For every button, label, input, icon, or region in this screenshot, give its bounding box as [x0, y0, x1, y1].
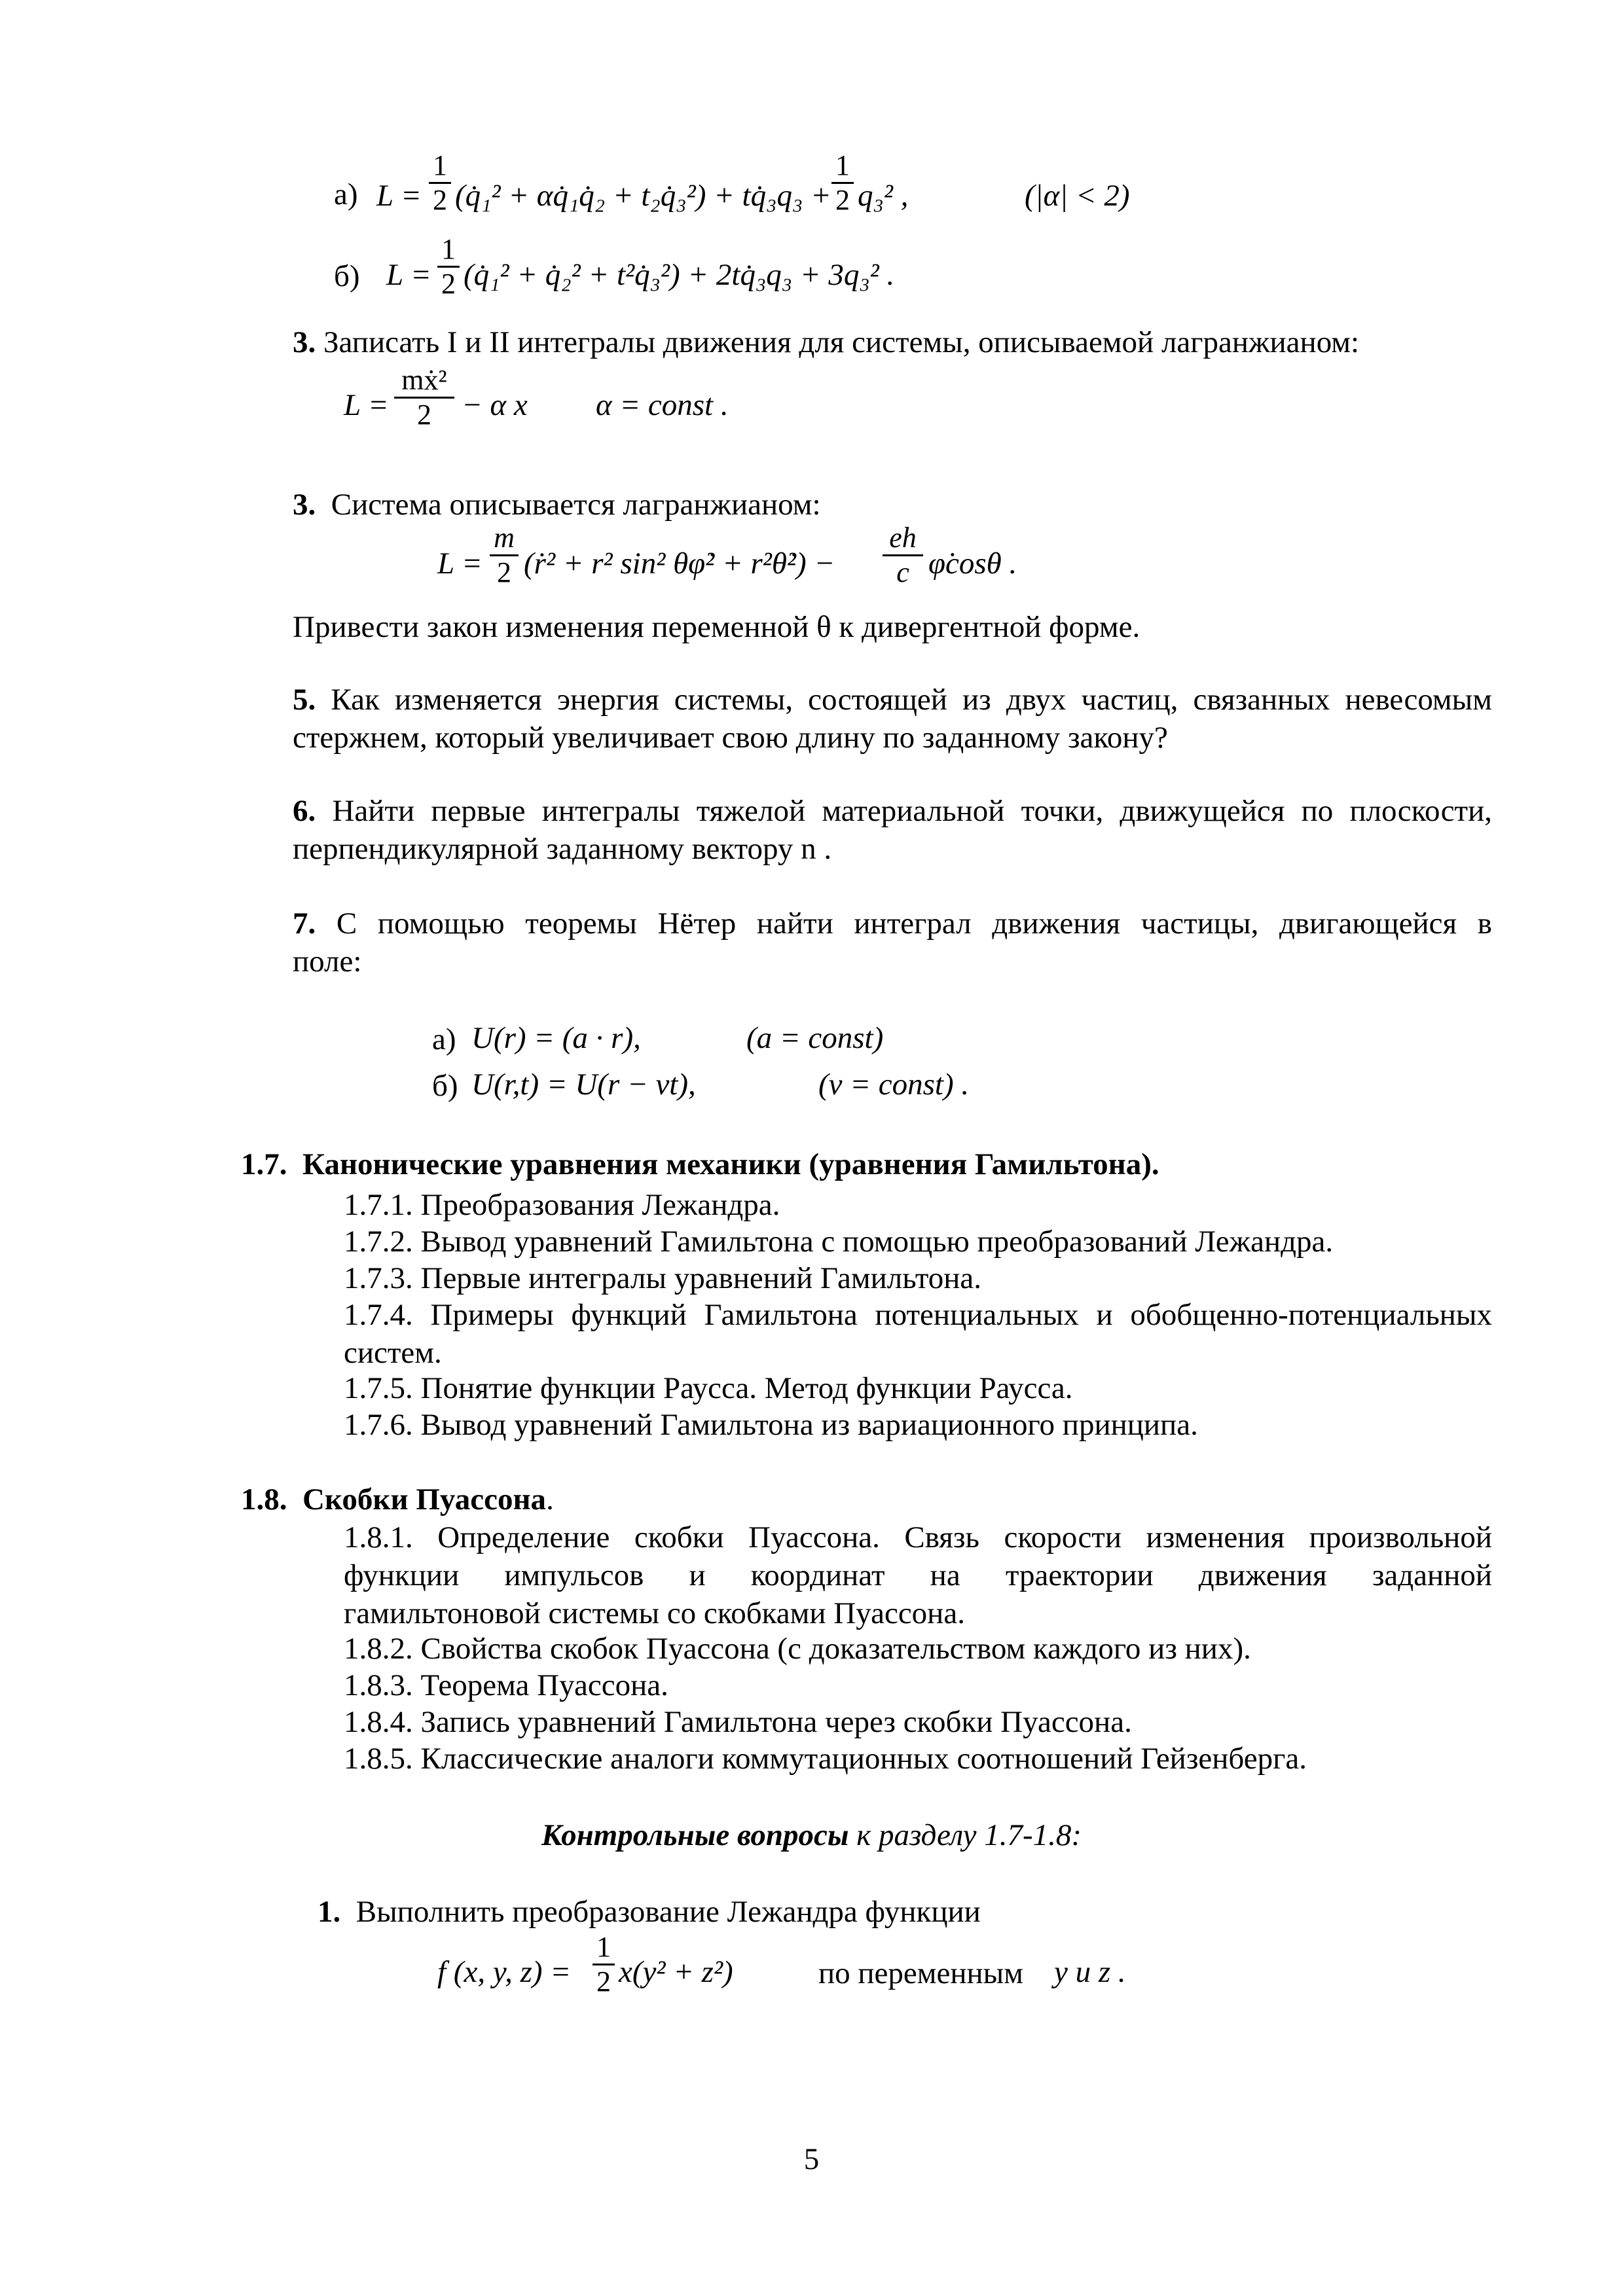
section-1-7-item: 1.7.1. Преобразования Лежандра. [344, 1188, 780, 1222]
section-1-7-item: 1.7.2. Вывод уравнений Гамильтона с помощью преобразований Лежандра. [344, 1225, 1334, 1259]
section-1-8-item: 1.8.5. Классические аналоги коммутационных соотношений Гейзенберга. [344, 1742, 1307, 1776]
formula-a-body: (q̇₁² + αq̇₁q̇₂ + t₂q̇₃²) + tq̇₃q₃ + [455, 179, 831, 213]
formula-a-lhs: L = [376, 179, 422, 213]
control-question-1-vars: y и z . [1054, 1955, 1126, 1989]
formula-a-fraction1: 1 2 [429, 149, 451, 217]
question-3a-text: 3. Записать I и II интегралы движения для системы, описываемой лагранжианом: [293, 325, 1360, 359]
question-7-a-label: а) [432, 1022, 456, 1056]
question-3b-fraction1: m 2 [490, 522, 519, 589]
formula-a-label: а) [334, 177, 358, 211]
section-1-8-item: 1.8.1. Определение скобки Пуассона. Связь скорости изменения произвольной функции импульсов и координат на траектории движения заданной гамильтоновой системы со скобками Пуассона. [344, 1520, 1492, 1630]
question-6: 6. Найти первые интегралы тяжелой материальной точки, движущейся по плоскости, перпендикулярной заданному вектору n . [293, 794, 1493, 866]
formula-b-fraction: 1 2 [437, 233, 460, 300]
question-3a-condition: α = const . [596, 388, 729, 422]
formula-a-tail: q₃² , [858, 179, 909, 213]
question-3b-heading: 3. Система описывается лагранжианом: [293, 488, 821, 522]
section-1-8-item: 1.8.3. Теорема Пуассона. [344, 1668, 668, 1702]
section-1-8-item: 1.8.4. Запись уравнений Гамильтона через скобки Пуассона. [344, 1705, 1132, 1739]
section-1-7-heading: 1.7. Канонические уравнения механики (уравнения Гамильтона). [241, 1147, 1159, 1181]
formula-a-fraction2: 1 2 [831, 149, 854, 217]
control-question-1-body: x(y² + z²) [619, 1955, 733, 1989]
section-1-7-item: 1.7.6. Вывод уравнений Гамильтона из вариационного принципа. [344, 1408, 1198, 1442]
formula-b-body: (q̇₁² + q̇₂² + t²q̇₃²) + 2tq̇₃q₃ + 3q₃² . [464, 258, 895, 292]
question-3b-tail: φ̇cosθ . [928, 547, 1017, 581]
question-3b-lhs: L = [437, 547, 483, 581]
question-3b-fraction2: eh c [883, 522, 923, 589]
question-3b-body: (ṙ² + r² sin² θφ̇² + r²θ̇²) − [524, 547, 835, 581]
question-7: 7. С помощью теоремы Нётер найти интеграл движения частицы, двигающейся в поле: [293, 906, 1493, 978]
formula-b-label: б) [334, 259, 360, 293]
question-5: 5. Как изменяется энергия системы, состоящей из двух частиц, связанных невесомым стержнем, который увеличивает свою длину по заданному закону? [293, 683, 1492, 755]
control-question-1-fraction: 1 2 [593, 1931, 615, 1998]
formula-a-condition: (|α| < 2) [1025, 179, 1130, 213]
control-question-1-text: 1. Выполнить преобразование Лежандра функции [318, 1895, 981, 1929]
control-question-1-tail: по переменным [818, 1956, 1024, 1990]
question-7-a-formula: U(r) = (a · r), [471, 1021, 641, 1055]
section-1-8-heading: 1.8. Скобки Пуассона. [241, 1482, 554, 1516]
control-question-1-lhs: f (x, y, z) = [437, 1955, 571, 1989]
section-1-7-item: 1.7.4. Примеры функций Гамильтона потенциальных и обобщенно-потенциальных систем. [344, 1298, 1492, 1370]
question-3a-lhs: L = [344, 388, 389, 422]
question-7-b-condition: (v = const) . [818, 1067, 970, 1102]
question-3a-rhs: − α x [462, 388, 528, 422]
question-3a-fraction: mẋ² 2 [394, 364, 454, 431]
section-1-7-item: 1.7.5. Понятие функции Раусса. Метод функции Раусса. [344, 1371, 1073, 1405]
question-7-a-condition: (a = const) [746, 1021, 884, 1055]
formula-b-lhs: L = [386, 258, 431, 292]
question-7-b-formula: U(r,t) = U(r − vt), [471, 1067, 696, 1102]
question-3b-after: Привести закон изменения переменной θ к дивергентной форме. [293, 610, 1140, 644]
question-7-b-label: б) [432, 1069, 458, 1103]
control-questions-heading: Контрольные вопросы к разделу 1.7-1.8: [541, 1818, 1082, 1852]
section-1-8-item: 1.8.2. Свойства скобок Пуассона (с доказательством каждого из них). [344, 1632, 1251, 1666]
page-number: 5 [803, 2142, 820, 2176]
section-1-7-item: 1.7.3. Первые интегралы уравнений Гамильтона. [344, 1261, 982, 1295]
